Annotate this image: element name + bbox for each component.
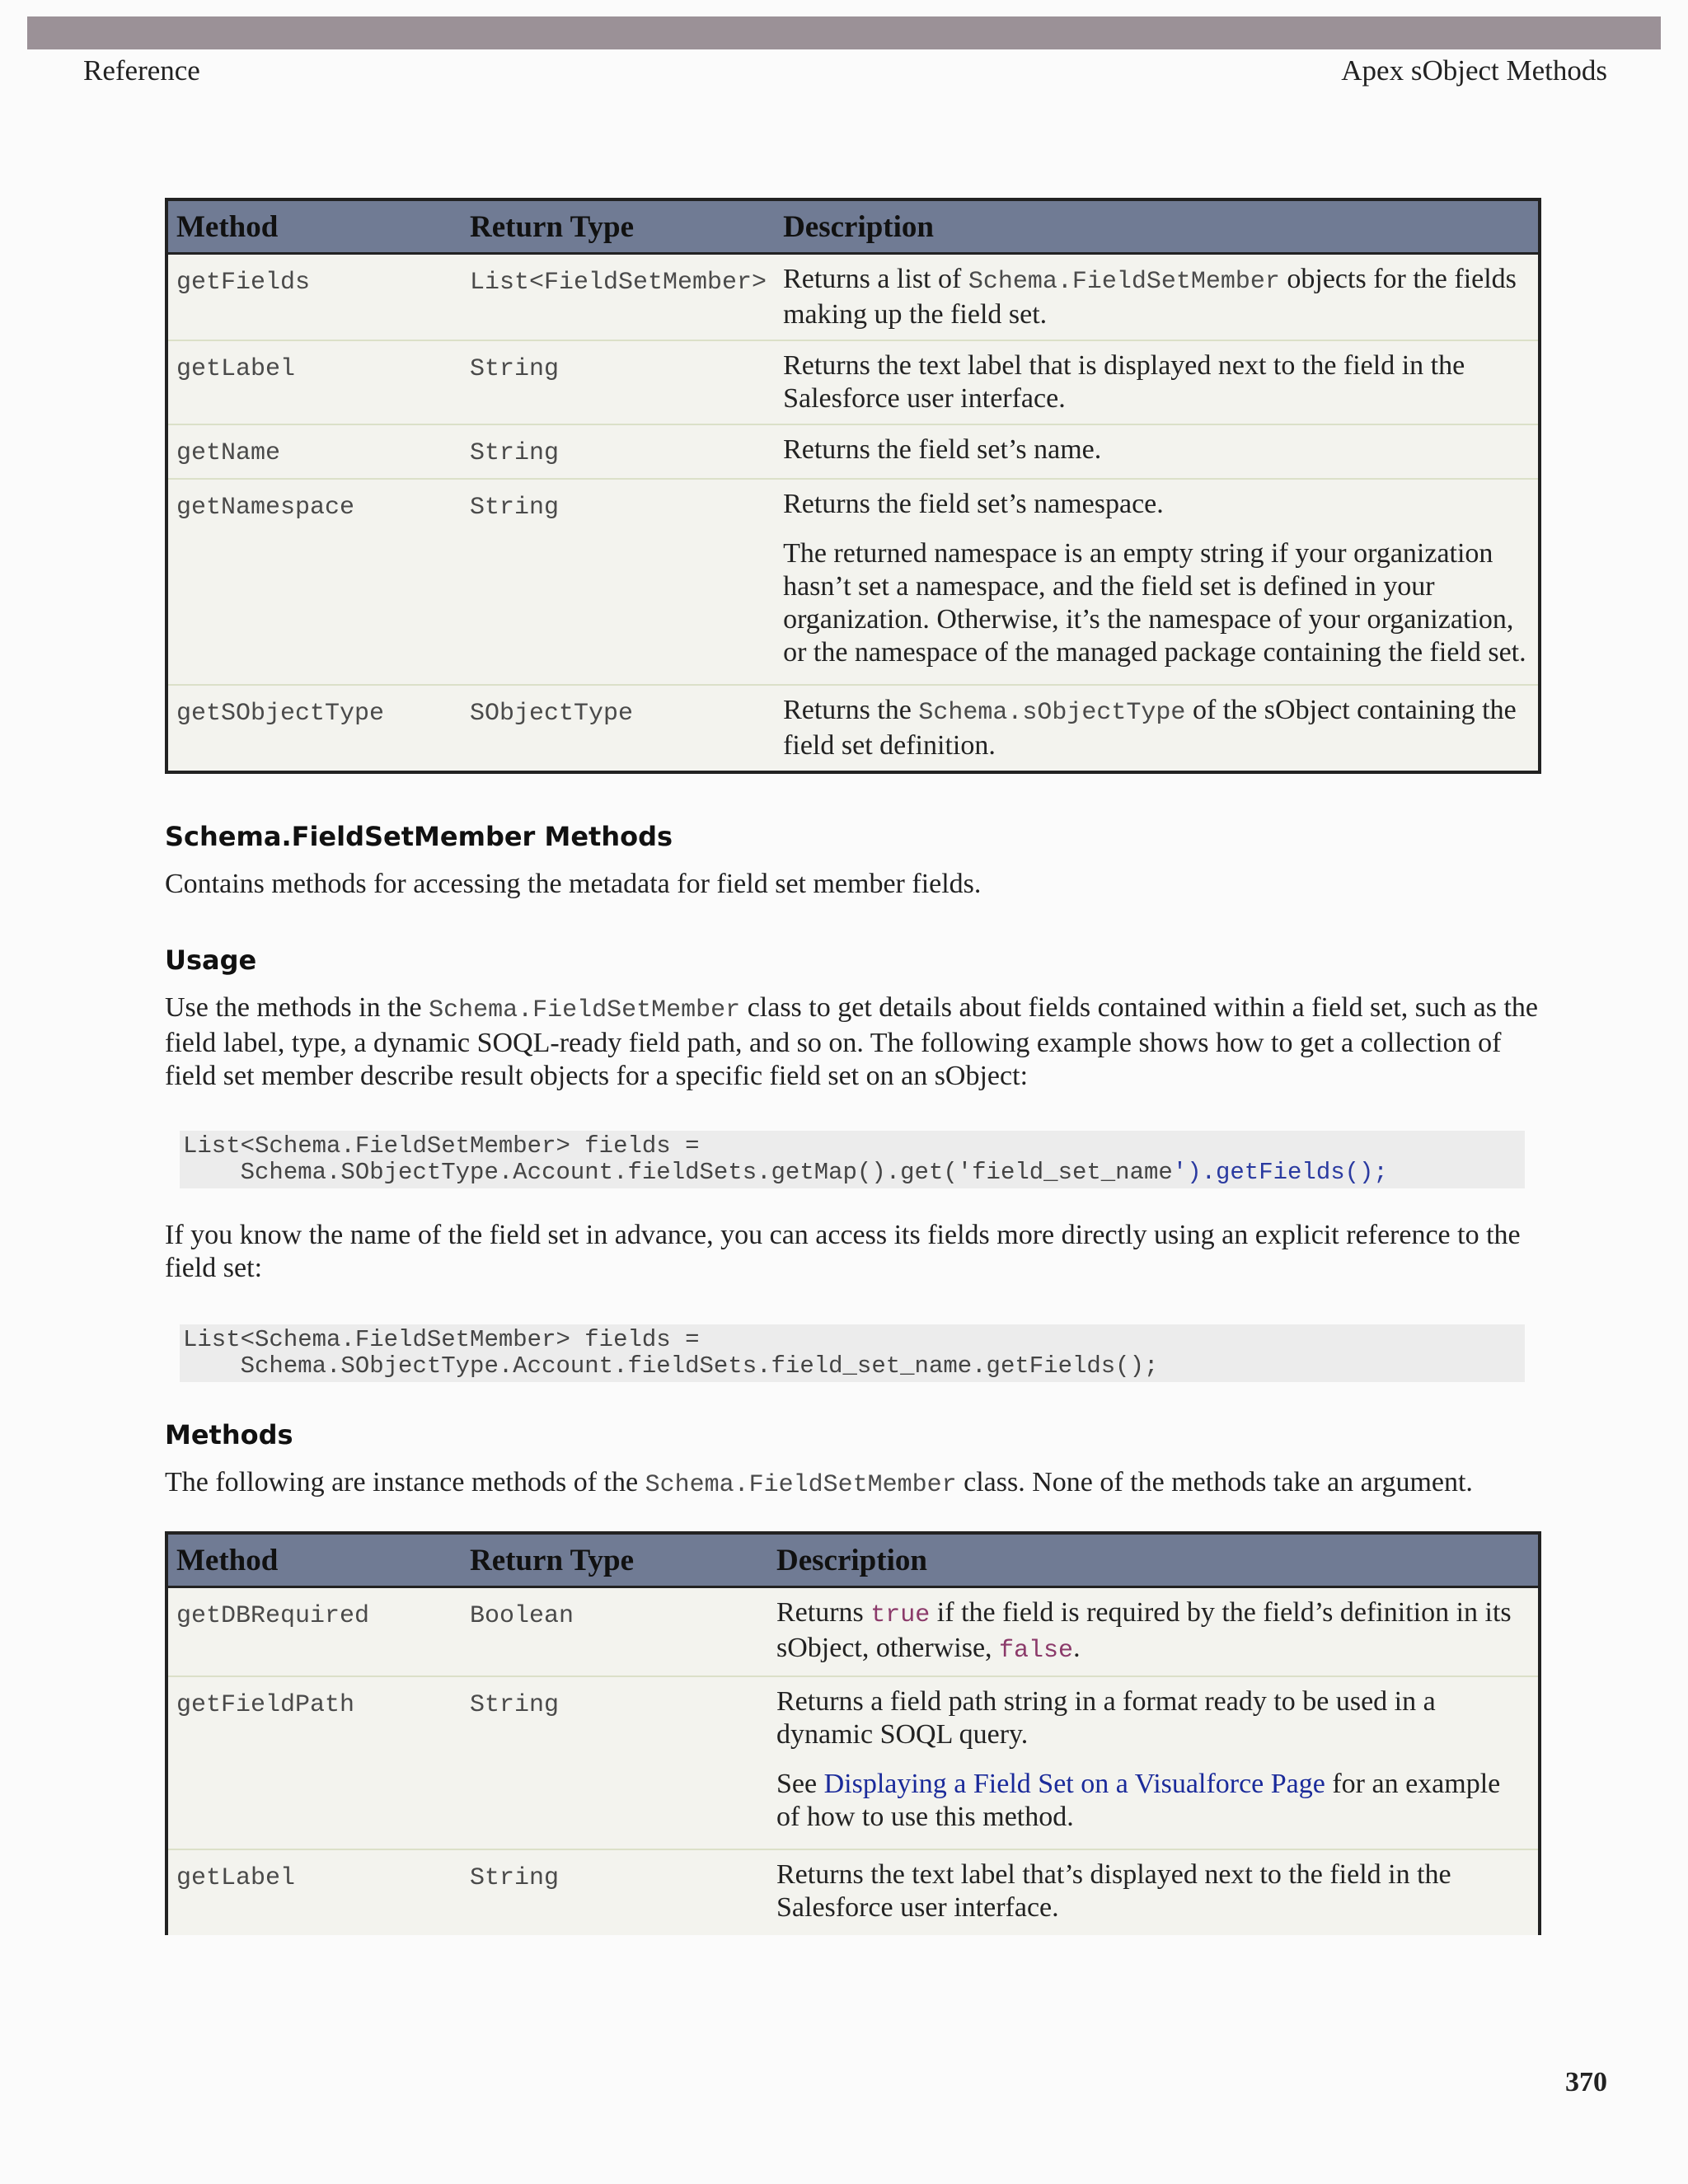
method-description: Returns the field set’s namespace. The returned namespace is an empty string if your organization hasn’t set a namespace, and the field set is defined in your organization. Otherwise, it’s the namespace of your organization, or the namespace of the managed package containing the field set. [775,479,1540,685]
usage-paragraph: Use the methods in the Schema.FieldSetMember class to get details about fields contained within a field set, such as the field label, type, a dynamic SOQL-ready field path, and so on. The following example shows how to get a collection of field set member describe result objects for a specific field set on an sObject: [165,992,1538,1091]
return-type: SObjectType [462,685,775,772]
method-description: Returns the text label that is displayed next to the field in the Salesforce user interface. [775,340,1540,424]
method-description: Returns the text label that’s displayed next to the field in the Salesforce user interface. [768,1849,1540,1935]
method-name: getFieldPath [166,1676,462,1849]
column-header-return-type: Return Type [462,199,775,254]
method-description: Returns the field set’s name. [775,424,1540,479]
inline-code: Schema.FieldSetMember [645,1471,957,1499]
inline-code: Schema.FieldSetMember [429,996,741,1024]
column-header-description: Description [768,1533,1540,1587]
keyword-true: true [870,1601,931,1629]
table-row [166,1676,1540,1849]
return-type: List<FieldSetMember> [462,254,775,341]
method-description: Returns true if the field is required by the field’s definition in its sObject, otherwise, false. [768,1587,1540,1677]
top-color-bar [27,16,1661,49]
inline-code: Schema.FieldSetMember [968,268,1280,296]
table-row [166,340,1540,424]
methods-paragraph: The following are instance methods of the Schema.FieldSetMember class. None of the methods take an argument. [165,1467,1473,1499]
column-header-description: Description [775,199,1540,254]
inline-code: Schema.sObjectType [918,699,1186,727]
keyword-false: false [999,1637,1074,1665]
table-row [166,1587,1540,1677]
method-name: getLabel [166,340,462,424]
methods-heading: Methods [165,1419,293,1451]
table-row [166,685,1540,772]
method-name: getLabel [166,1849,462,1935]
column-header-return-type: Return Type [462,1533,768,1587]
table-row [166,254,1540,341]
method-name: getFields [166,254,462,341]
code-example-1: List<Schema.FieldSetMember> fields = Schema.SObjectType.Account.fieldSets.getMap().get('field_set_name').getFields(); [180,1131,1525,1188]
return-type: String [462,1676,768,1849]
method-name: getNamespace [166,479,462,685]
fieldsetmember-methods-table [165,1531,1541,1935]
column-header-method: Method [166,1533,462,1587]
method-description: Returns a list of Schema.FieldSetMember objects for the fields making up the field set. [775,254,1540,341]
return-type: String [462,424,775,479]
section-intro: Contains methods for accessing the metadata for field set member fields. [165,869,982,899]
method-name: getDBRequired [166,1587,462,1677]
method-description: Returns the Schema.sObjectType of the sObject containing the field set definition. [775,685,1540,772]
paragraph-known-name: If you know the name of the field set in advance, you can access its fields more directly using an explicit reference to the field set: [165,1220,1521,1283]
table-header-row [166,1533,1540,1587]
return-type: String [462,340,775,424]
method-name: getName [166,424,462,479]
column-header-method: Method [166,199,462,254]
table-row [166,1849,1540,1935]
section-heading: Schema.FieldSetMember Methods [165,821,673,852]
table-header-row [166,199,1540,254]
page-number: 370 [1565,2067,1607,2097]
method-name: getSObjectType [166,685,462,772]
table-row [166,479,1540,685]
return-type: String [462,479,775,685]
usage-heading: Usage [165,944,257,976]
fieldset-methods-table [165,198,1541,774]
code-example-2: List<Schema.FieldSetMember> fields = Schema.SObjectType.Account.fieldSets.field_set_name.getFields(); [180,1324,1525,1382]
table-row [166,424,1540,479]
method-description: Returns a field path string in a format ready to be used in a dynamic SOQL query. See Displaying a Field Set on a Visualforce Page for an example of how to use this method. [768,1676,1540,1849]
running-header-left: Reference [83,54,200,87]
running-header-right: Apex sObject Methods [1341,54,1607,87]
return-type: Boolean [462,1587,768,1677]
visualforce-fieldset-link[interactable]: Displaying a Field Set on a Visualforce Page [823,1769,1325,1799]
return-type: String [462,1849,768,1935]
